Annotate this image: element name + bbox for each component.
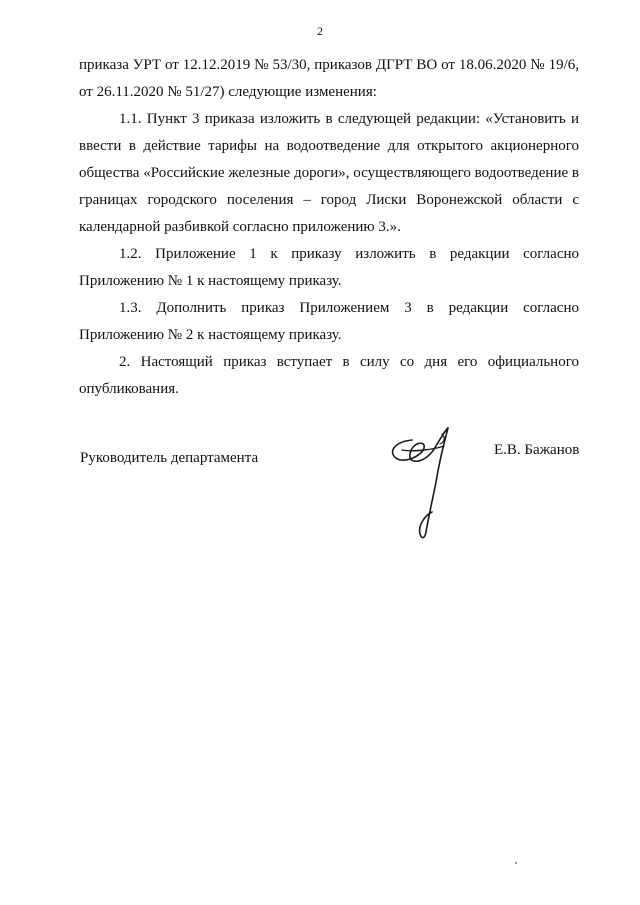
page-number: 2 [317, 24, 323, 38]
paragraph-2: 2. Настоящий приказ вступает в силу со дня его официального опубликования. [79, 354, 579, 397]
paragraph-intro: приказа УРТ от 12.12.2019 № 53/30, приказов ДГРТ ВО от 18.06.2020 № 19/6, от 26.11.2020 № 51/27) следующие изменения: [79, 57, 579, 100]
paragraph-1-1: 1.1. Пункт 3 приказа изложить в следующей редакции: «Установить и ввести в действие тарифы на водоотведение для открытого акционерного общества «Российские железные дороги», осуществляющего водоотведение в границах городского поселения – город Лиски Воронежской области с календарной разбивкой согласно приложению 3.». [79, 111, 579, 235]
paragraph-1-2: 1.2. Приложение 1 к приказу изложить в редакции согласно Приложению № 1 к настоящему приказу. [79, 246, 579, 289]
paragraph-1-3: 1.3. Дополнить приказ Приложением 3 в редакции согласно Приложению № 2 к настоящему приказу. [79, 300, 579, 343]
signer-name: Е.В. Бажанов [494, 442, 580, 458]
scan-speck [515, 862, 517, 864]
signer-role: Руководитель департамента [80, 450, 259, 466]
handwritten-signature [382, 420, 472, 550]
document-body [79, 52, 579, 403]
signature-block [0, 440, 640, 550]
